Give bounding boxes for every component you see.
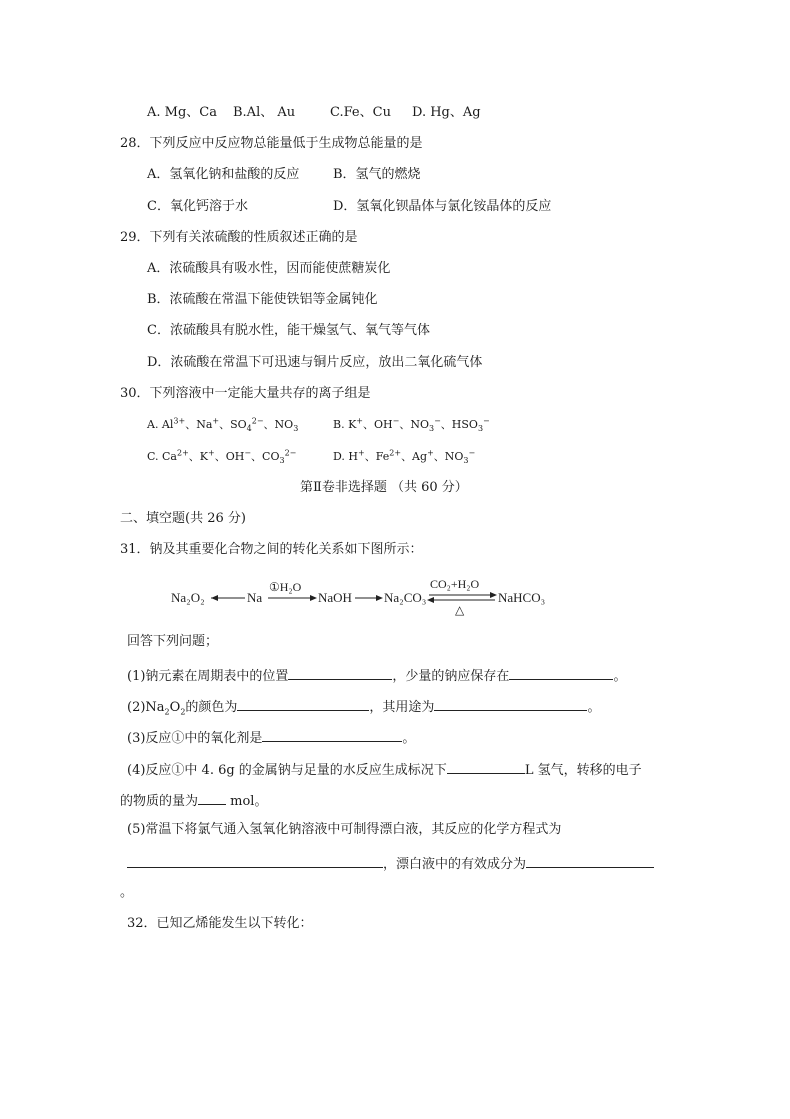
q27-option-c: C.Fe、Cu — [330, 105, 391, 120]
q30-option-b: B. K+、OH−、$NO_3^-$、$HSO_3^-$ — [333, 416, 490, 434]
part2-title: 第Ⅱ卷非选择题 （共 60 分） — [300, 480, 468, 495]
co2-h2o-label: CO₂+H₂O — [430, 577, 480, 591]
q31-sub4: (4)反应①中 4. 6g 的金属钠与足量的水反应生成标况下 L 氢气，转移的电子 — [127, 759, 642, 780]
q28-stem: 28．下列反应中反应物总能量低于生成物总能量的是 — [120, 136, 423, 151]
arrowhead-left — [211, 595, 218, 601]
h2o-label: ①H₂O — [269, 580, 302, 594]
q31-sub4-cont: 的物质的量为 mol。 — [120, 790, 267, 811]
q32-stem: 32．已知乙烯能发生以下转化： — [127, 916, 313, 931]
q27-option-d: D. Hg、Ag — [412, 105, 481, 120]
sodium-conversion-diagram — [165, 568, 565, 618]
heat-label: △ — [455, 603, 465, 617]
arrowhead-reverse — [427, 597, 434, 603]
arrowhead-forward — [490, 592, 497, 598]
q30-stem: 30．下列溶液中一定能大量共存的离子组是 — [120, 386, 371, 401]
q30-option-a: A. $Al^{3+}$、Na+、$SO_4^{2-}$、$NO_3$ — [147, 416, 299, 434]
q28-option-c: C．氧化钙溶于水 — [147, 199, 248, 214]
q31-sub2: $(2)Na_2O_2$的颜色为 ，其用途为 。 — [127, 696, 600, 717]
naoh-label: NaOH — [318, 590, 352, 605]
q28-option-d: D．氢氧化钡晶体与氯化铵晶体的反应 — [333, 199, 552, 214]
na2co3-label: Na₂CO₃ — [384, 590, 427, 605]
q31-sub5-end: 。 — [120, 885, 134, 900]
q31-stem: 31．钠及其重要化合物之间的转化关系如下图所示： — [120, 542, 423, 557]
q29-option-b: B．浓硫酸在常温下能使铁铝等金属钝化 — [147, 292, 378, 307]
q28-option-a: A．氢氧化钠和盐酸的反应 — [147, 167, 300, 182]
q27-option-b: B.Al、 Au — [233, 105, 296, 120]
answer-prompt: 回答下列问题； — [127, 634, 219, 649]
q31-sub5-cont: ，漂白液中的有效成分为 — [127, 853, 654, 874]
q31-sub5: (5)常温下将氯气通入氢氧化钠溶液中可制得漂白液，其反应的化学方程式为 — [127, 822, 562, 837]
q29-stem: 29．下列有关浓硫酸的性质叙述正确的是 — [120, 230, 358, 245]
q29-option-a: A．浓硫酸具有吸水性，因而能使蔗糖炭化 — [147, 261, 391, 276]
nahco3-label: NaHCO₃ — [498, 590, 546, 605]
q29-option-c: C．浓硫酸具有脱水性，能干燥氢气、氧气等气体 — [147, 323, 430, 338]
q30-option-d: D. H+、$Fe^{2+}$、Ag+、$NO_3^-$ — [333, 448, 476, 466]
q28-option-b: B．氢气的燃烧 — [333, 167, 421, 182]
q30-option-c: C. $Ca^{2+}$、K+、OH−、$CO_3^{2-}$ — [147, 448, 297, 466]
section-title: 二、填空题(共 26 分) — [120, 511, 246, 526]
q31-sub3: (3)反应①中的氧化剂是 。 — [127, 727, 415, 748]
q31-sub1: (1)钠元素在周期表中的位置 ，少量的钠应保存在 。 — [127, 665, 626, 686]
q29-option-d: D．浓硫酸在常温下可迅速与铜片反应，放出二氧化硫气体 — [147, 355, 483, 370]
q27-option-a: A. Mg、Ca — [147, 105, 217, 120]
na2o2-label: Na₂O₂ — [171, 590, 205, 605]
na-label: Na — [247, 590, 263, 605]
arrowhead-na2co3 — [376, 595, 383, 601]
arrowhead-naoh — [310, 595, 317, 601]
